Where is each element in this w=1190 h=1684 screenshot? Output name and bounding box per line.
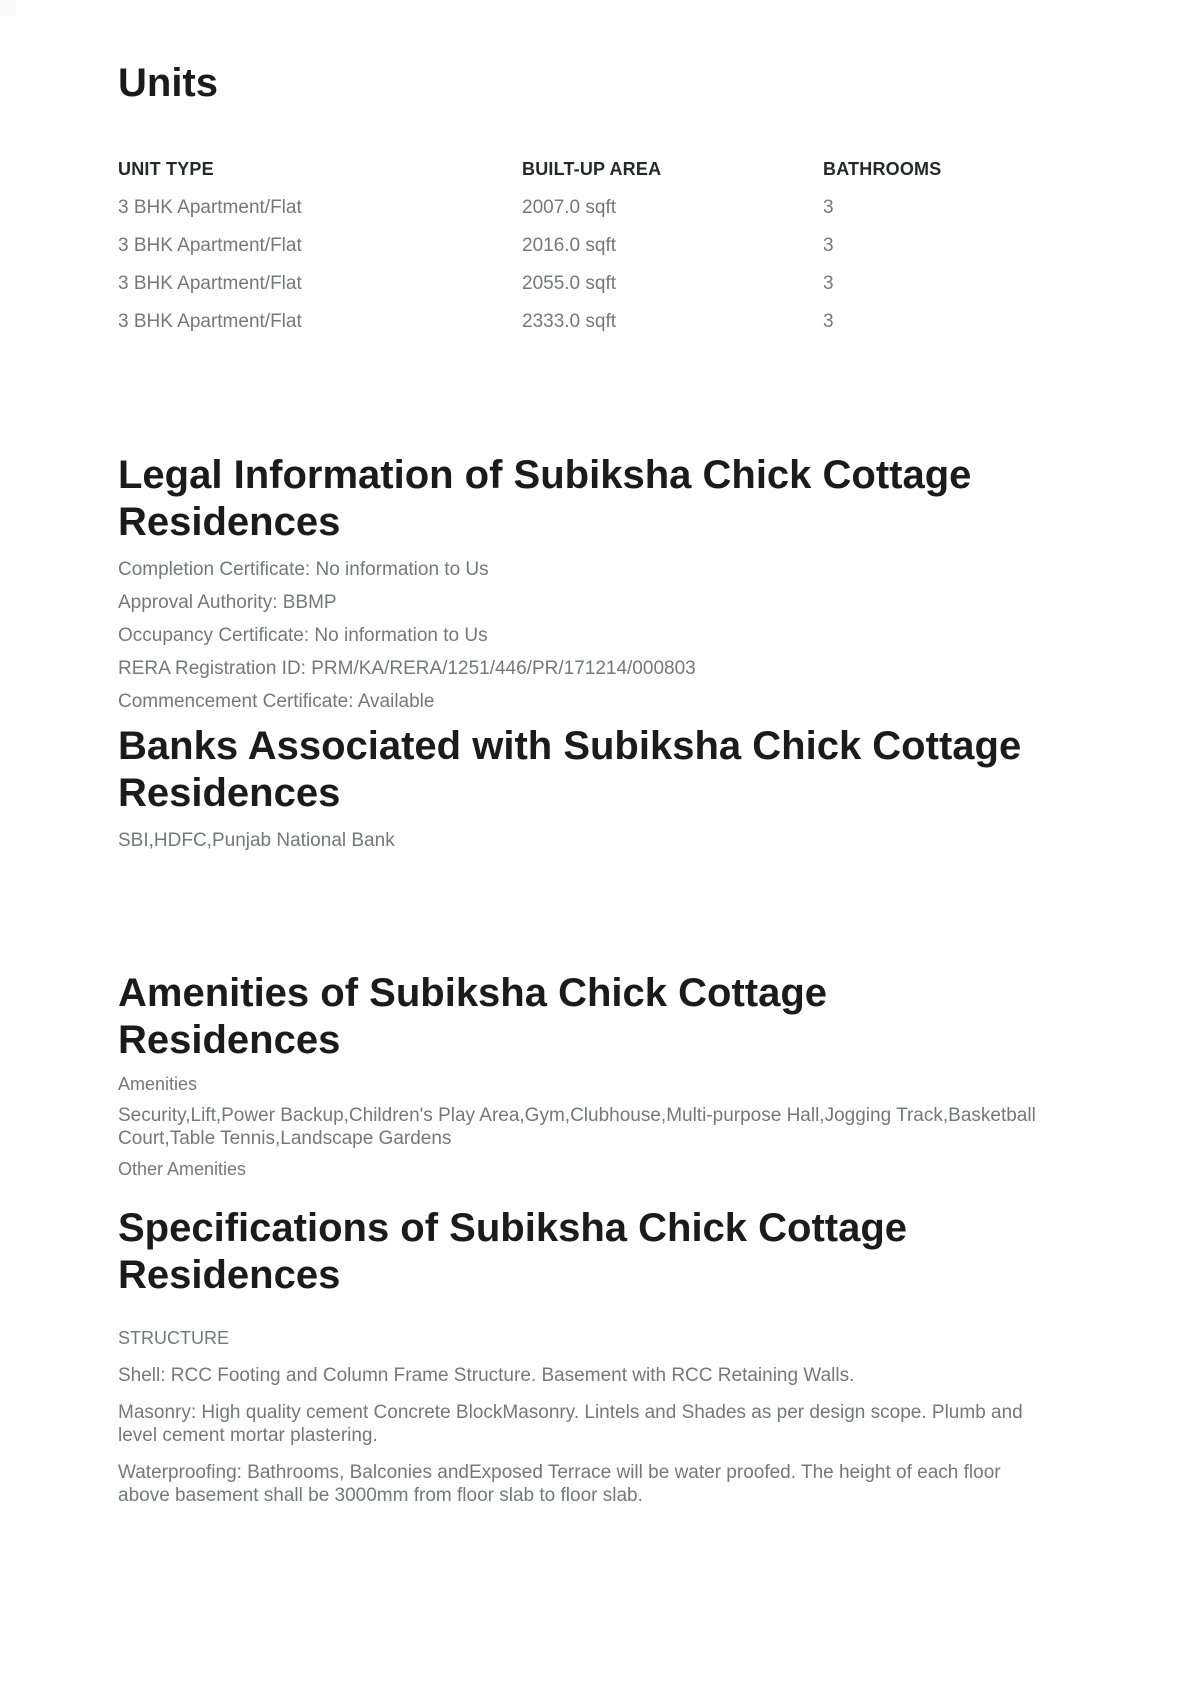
bathrooms-cell: 3 bbox=[823, 197, 834, 218]
unit-type-cell: 3 BHK Apartment/Flat bbox=[118, 235, 302, 256]
unit-type-cell: 3 BHK Apartment/Flat bbox=[118, 311, 302, 332]
units-section-heading: Units bbox=[118, 61, 218, 105]
legal-information-list bbox=[118, 558, 1058, 713]
amenities-heading: Amenities of Subiksha Chick Cottage Residences bbox=[118, 971, 828, 1062]
built-up-area-cell: 2055.0 sqft bbox=[522, 273, 617, 294]
specification-shell-paragraph: Shell: RCC Footing and Column Frame Structure. Basement with RCC Retaining Walls. bbox=[118, 1365, 855, 1386]
page-corner-artifact bbox=[0, 0, 16, 16]
table-row bbox=[118, 303, 1048, 341]
amenities-label: Amenities bbox=[118, 1074, 198, 1094]
legal-line-rera-registration-id: RERA Registration ID: PRM/KA/RERA/1251/446/PR/171214/000803 bbox=[118, 658, 696, 679]
table-row bbox=[118, 227, 1048, 265]
bathrooms-cell: 3 bbox=[823, 311, 834, 332]
legal-information-heading: Legal Information of Subiksha Chick Cottage Residences bbox=[118, 453, 972, 544]
bathrooms-cell: 3 bbox=[823, 273, 834, 294]
specification-masonry-paragraph: Masonry: High quality cement Concrete BlockMasonry. Lintels and Shades as per design scope. Plumb and level cement mortar plastering. bbox=[118, 1402, 1023, 1446]
table-row bbox=[118, 265, 1048, 303]
banks-list: SBI,HDFC,Punjab National Bank bbox=[118, 830, 395, 851]
legal-line-commencement-certificate: Commencement Certificate: Available bbox=[118, 691, 435, 712]
units-table-header-bathrooms: BATHROOMS bbox=[823, 158, 942, 179]
units-table-header-unit-type: UNIT TYPE bbox=[118, 158, 214, 179]
structure-label: STRUCTURE bbox=[118, 1328, 229, 1348]
legal-line-completion-certificate: Completion Certificate: No information to Us bbox=[118, 559, 489, 580]
built-up-area-cell: 2016.0 sqft bbox=[522, 235, 617, 256]
banks-associated-heading: Banks Associated with Subiksha Chick Cottage Residences bbox=[118, 724, 1022, 815]
specification-waterproofing-paragraph: Waterproofing: Bathrooms, Balconies andExposed Terrace will be water proofed. The height of each floor above basement shall be 3000mm from floor slab to floor slab. bbox=[118, 1462, 1001, 1506]
page-content bbox=[118, 0, 1058, 1507]
units-table bbox=[118, 149, 1048, 341]
amenities-list: Security,Lift,Power Backup,Children's Play Area,Gym,Clubhouse,Multi-purpose Hall,Jogging Track,Basketball Court,Table Tennis,Landscape Gardens bbox=[118, 1105, 1036, 1149]
built-up-area-cell: 2333.0 sqft bbox=[522, 311, 617, 332]
built-up-area-cell: 2007.0 sqft bbox=[522, 197, 617, 218]
unit-type-cell: 3 BHK Apartment/Flat bbox=[118, 197, 302, 218]
units-table-header-row bbox=[118, 149, 1048, 189]
unit-type-cell: 3 BHK Apartment/Flat bbox=[118, 273, 302, 294]
units-table-header-built-up-area: BUILT-UP AREA bbox=[522, 158, 662, 179]
bathrooms-cell: 3 bbox=[823, 235, 834, 256]
specifications-heading: Specifications of Subiksha Chick Cottage Residences bbox=[118, 1206, 908, 1297]
other-amenities-label: Other Amenities bbox=[118, 1159, 247, 1179]
table-row bbox=[118, 189, 1048, 227]
legal-line-approval-authority: Approval Authority: BBMP bbox=[118, 592, 337, 613]
legal-line-occupancy-certificate: Occupancy Certificate: No information to Us bbox=[118, 625, 488, 646]
